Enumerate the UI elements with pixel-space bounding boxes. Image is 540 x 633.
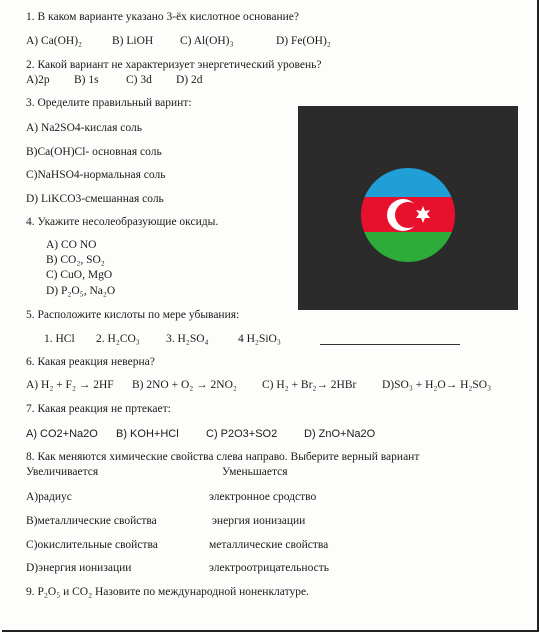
question-4: 4. Укажите несолеобразующие оксиды. — [26, 216, 219, 228]
q8-column-left: Увеличивается — [26, 466, 99, 478]
q2-option-b: B) 1s — [74, 74, 99, 86]
q5-option-1: 1. HCl — [44, 333, 75, 345]
q8-row-a-left: A)радиус — [26, 491, 72, 503]
q8-row-c-right: металлические свойства — [209, 539, 329, 551]
answer-blank-line — [320, 344, 460, 345]
q8-row-b-right: энергия ионизации — [212, 515, 306, 527]
question-9: 9. P₂O₅ и CO₂ Назовите по международной ноненклатуре. — [26, 586, 309, 598]
q6-option-c: C) H₂ + Br₂→ 2HBr — [262, 379, 357, 391]
q1-option-b: B) LiOH — [112, 35, 154, 47]
q5-option-4: 4 H₂SiO₃ — [238, 333, 281, 345]
question-5: 5. Расположите кислоты по мере убывания: — [26, 309, 240, 321]
q6-option-b: B) 2NO + O₂ → 2NO₂ — [132, 379, 237, 391]
q8-row-a-right: электронное сродство — [209, 491, 317, 503]
question-6: 6. Какая реакция неверна? — [26, 356, 155, 368]
q7-option-c: C) P2O3+SO2 — [206, 428, 278, 440]
question-3: 3. Оределите правильный варинт: — [26, 97, 192, 109]
q4-option-a: A) CO NO — [46, 239, 97, 251]
q7-option-d: D) ZnO+Na2O — [304, 428, 376, 440]
question-8: 8. Как меняются химические свойства слева направо. Выберите верный вариант — [26, 451, 420, 463]
q7-option-b: B) KOH+HCl — [116, 428, 179, 440]
q8-column-right: Уменьшается — [222, 466, 288, 478]
q2-option-a: A)2p — [26, 74, 50, 86]
question-2: 2. Какой вариант не характеризует энергетический уровень? — [26, 59, 322, 71]
q3-option-c: C)NaHSO4-нормальная соль — [26, 169, 166, 181]
q2-option-c: C) 3d — [126, 74, 152, 86]
azerbaijan-flag-image — [298, 106, 518, 310]
flag-stripe-blue — [358, 166, 458, 198]
q5-option-2: 2. H₂CO₃ — [96, 333, 140, 345]
q8-row-b-left: B)металлические свойства — [26, 515, 157, 527]
q4-option-d: D) P₂O₅, Na₂O — [46, 285, 116, 297]
q1-option-d: D) Fe(OH)₂ — [276, 35, 331, 47]
q4-option-b: B) CO₂, SO₂ — [46, 254, 105, 266]
flag-stripe-green — [358, 232, 458, 267]
flag-circle — [298, 106, 518, 310]
q8-row-c-left: C)окислительные свойства — [26, 539, 158, 551]
question-7: 7. Какая реакция не пртекает: — [26, 403, 171, 415]
q1-option-a: A) Ca(OH)₂ — [26, 35, 83, 47]
q6-option-d: D)SO₃ + H₂O→ H₂SO₃ — [382, 379, 492, 391]
q4-option-c: C) CuO, MgO — [46, 269, 113, 281]
q2-option-d: D) 2d — [176, 74, 203, 86]
q6-option-a: A) H₂ + F₂ → 2HF — [26, 379, 114, 391]
q8-row-d-left: D)энергия ионизации — [26, 562, 132, 574]
q8-row-d-right: электроотрицательность — [209, 562, 329, 574]
q7-option-a: A) CO2+Na2O — [26, 428, 98, 440]
q1-option-c: C) Al(OH)₃ — [180, 35, 234, 47]
q3-option-d: D) LiKCO3-смешанная соль — [26, 193, 164, 205]
question-1: 1. В каком варианте указано 3-ёх кислотное основание? — [26, 11, 299, 23]
q5-option-3: 3. H₂SO₄ — [166, 333, 209, 345]
q3-option-a: A) Na2SO4-кислая соль — [26, 122, 142, 134]
q3-option-b: B)Ca(OH)Cl- основная соль — [26, 146, 162, 158]
